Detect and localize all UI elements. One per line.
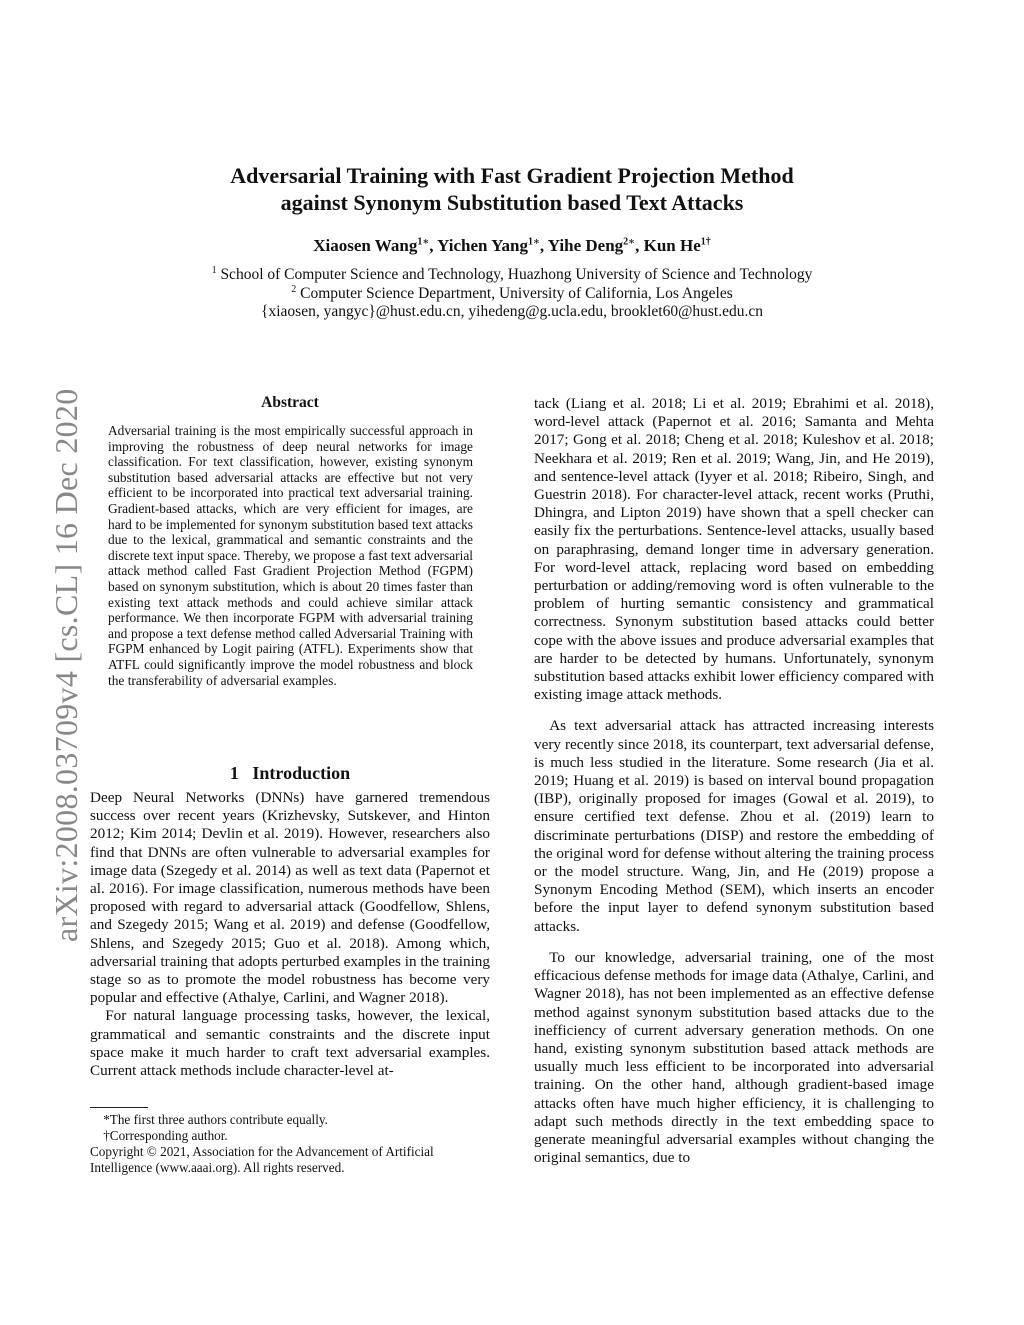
arxiv-identifier: arXiv:2008.03709v4 [cs.CL] 16 Dec 2020 <box>48 388 84 942</box>
affiliation-text: Computer Science Department, University of California, Los Angeles <box>300 285 733 302</box>
intro-paragraph-2: For natural language processing tasks, however, the lexical, grammatical and semantic constraints and the discrete input space make it much harder to craft text adversarial examples. Current attack methods include character-level at- <box>90 1007 490 1080</box>
affiliation-2 <box>0 284 1024 303</box>
body-paragraph: As text adversarial attack has attracted increasing interests very recently since 2018, its counterpart, text adversarial defense, is much less studied in the literature. Some research (Jia et al. 2019; Huang et al. 2019) is based on interval bound propagation (IBP), originally proposed for images (Gowal et al. 2019), to ensure certified text defense. Zhou et al. (2019) learn to discriminate perturbations (DISP) and restore the embedding of the original word for defense without altering the training process or the model structure. Wang, Jin, and He (2019) propose a Synonym Encoding Method (SEM), which inserts an encoder before the input layer to defend synonym substitution based attacks. <box>534 717 934 935</box>
footnote-corresponding-author: †Corresponding author. <box>103 1128 228 1143</box>
author-affil-marker: 1∗ <box>527 236 540 248</box>
author-name: Xiaosen Wang <box>313 236 418 255</box>
left-column-body <box>90 789 490 1080</box>
affiliation-1 <box>0 265 1024 284</box>
affil-marker: 1 <box>211 264 217 276</box>
affiliation-text: School of Computer Science and Technology, Huazhong University of Science and Technology <box>220 266 813 283</box>
author-list: Xiaosen Wang$^{1∗}$, Yichen Yang$^{1∗}$, Yihe Deng$^{2∗}$, Kun $He^{1\dagger}$ <box>313 236 711 255</box>
copyright-notice: Copyright © 2021, Association for the Advancement of Artificial Intelligence (www.aaai.org). All rights reserved. <box>90 1144 434 1175</box>
paper-title <box>0 162 1024 216</box>
intro-paragraph-1: Deep Neural Networks (DNNs) have garnered tremendous success over recent years (Krizhevsky, Sutskever, and Hinton 2012; Kim 2014; Devlin et al. 2019). However, researchers also find that DNNs are often vulnerable to adversarial examples for image data (Szegedy et al. 2014) as well as text data (Papernot et al. 2016). For image classification, numerous methods have been proposed with regard to adversarial attack (Goodfellow, Shlens, and Szegedy 2015; Wang et al. 2019) and defense (Goodfellow, Shlens, and Szegedy 2015; Guo et al. 2018). Among which, adversarial training that adopts perturbed examples in the training stage so as to promote the model robustness has become very popular and effective (Athalye, Carlini, and Wagner 2018). <box>90 789 490 1007</box>
title-line-1: Adversarial Training with Fast Gradient Projection Method <box>230 163 794 188</box>
affil-marker: 2 <box>291 283 297 295</box>
footnote-rule <box>90 1107 148 1108</box>
right-column-body <box>534 395 934 1167</box>
footnotes <box>90 1112 490 1176</box>
abstract-body: Adversarial training is the most empirically successful approach in improving the robustness of deep neural networks for image classification. For text classification, however, existing synonym substitution based adversarial attacks are effective but not very efficient to be incorporated into practical text adversarial training. Gradient-based attacks, which are very efficient for images, are hard to be implemented for synonym substitution based text attacks due to the lexical, grammatical and semantic constraints and the discrete text input space. Thereby, we propose a fast text adversarial attack method called Fast Gradient Projection Method (FGPM) based on synonym substitution, which is about 20 times faster than existing text attack methods and could achieve similar attack performance. We then incorporate FGPM with adversarial training and propose a text defense method called Adversarial Training with FGPM enhanced by Logit pairing (ATFL). Experiments show that ATFL could significantly improve the model robustness and block the transferability of adversarial examples. <box>108 423 473 688</box>
abstract-heading: Abstract <box>261 394 319 411</box>
section-number: 1 <box>229 763 239 783</box>
author-name: Yihe Deng <box>547 236 624 255</box>
author-affil-marker: 1∗ <box>417 236 430 248</box>
title-line-2: against Synonym Substitution based Text Attacks <box>280 190 744 215</box>
author-name: Yichen Yang <box>437 236 528 255</box>
body-paragraph: To our knowledge, adversarial training, one of the most efficacious defense methods for image data (Athalye, Carlini, and Wagner 2018), has not been implemented as an effective defense method against synonym substitution based attacks due to the inefficiency of current adversary generation methods. On one hand, existing synonym substitution based attack methods are usually much less efficient to be incorporated into adversarial training. On the other hand, although gradient-based image attacks often have much higher efficiency, it is challenging to adapt such methods directly in the text embedding space to generate meaningful adversarial examples without changing the original semantics, due to <box>534 948 934 1167</box>
body-paragraph: tack (Liang et al. 2018; Li et al. 2019; Ebrahimi et al. 2018), word-level attack (Papernot et al. 2016; Samanta and Mehta 2017; Gong et al. 2018; Cheng et al. 2018; Kuleshov et al. 2018; Neekhara et al. 2019; Ren et al. 2019; Wang, Jin, and He 2019), and sentence-level attack (Iyyer et al. 2018; Ribeiro, Singh, and Guestrin 2018). For character-level attack, recent works (Pruthi, Dhingra, and Lipton 2019) have shown that a spell checker can easily fix the perturbations. Sentence-level attacks, usually based on paraphrasing, demand longer time in adversary generation. For word-level attack, replacing word based on embedding perturbation or adding/removing word is often vulnerable to the problem of hurting semantic consistency and grammatical correctness. Synonym substitution based attacks could better cope with the above issues and produce adversarial examples that are harder to be detected by humans. Unfortunately, synonym substitution based attacks exhibit lower efficiency compared with existing image attack methods. <box>534 395 934 704</box>
author-affil-marker: 2∗ <box>623 236 636 248</box>
author-affil-marker: 1† <box>700 236 711 248</box>
section-title: Introduction <box>252 763 351 783</box>
author-emails: {xiaosen, yangyc}@hust.edu.cn, yihedeng@g.ucla.edu, brooklet60@hust.edu.cn <box>261 303 763 320</box>
footnote-equal-contribution: *The first three authors contribute equally. <box>103 1112 328 1127</box>
section-heading-introduction <box>90 763 490 784</box>
author-name: Kun He <box>643 236 701 255</box>
